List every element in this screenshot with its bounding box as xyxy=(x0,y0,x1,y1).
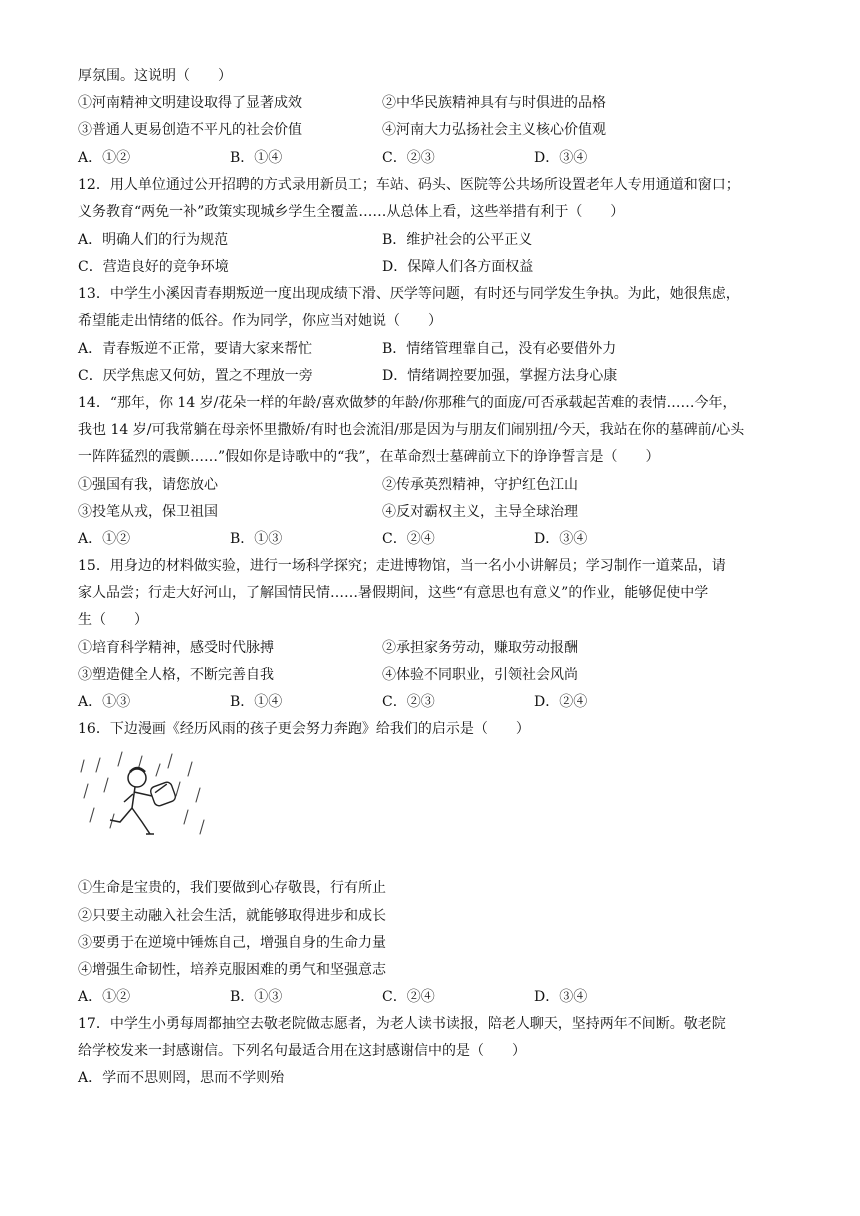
q14-stem-line-1: 14．“那年，你 14 岁/花朵一样的年龄/喜欢做梦的年龄/你那稚气的面庞/可否承载起苦难的表情……今年， xyxy=(78,395,737,411)
q14-option-d: D．③④ xyxy=(534,531,588,547)
q15-statement-2: ②承担家务劳动，赚取劳动报酬 xyxy=(382,640,578,656)
q14-stem-line-2: 我也 14 岁/可我常躺在母亲怀里撒娇/有时也会流泪/那是因为与朋友们闹别扭/今天，我站在你的墓碑前/心头 xyxy=(78,422,745,438)
q15-stem-line-3: 生（ ） xyxy=(78,612,148,628)
q12-option-b: B．维护社会的公平正义 xyxy=(382,232,533,248)
q16-option-a: A．①② xyxy=(78,989,131,1005)
q16-option-d: D．③④ xyxy=(534,989,588,1005)
q17-option-a: A．学而不思则罔，思而不学则殆 xyxy=(78,1070,285,1086)
q11-statement-1: ①河南精神文明建设取得了显著成效 xyxy=(78,95,302,111)
q13-stem-line-1: 13．中学生小溪因青春期叛逆一度出现成绩下滑、厌学等问题，有时还与同学发生争执。为此，她很焦虑， xyxy=(78,286,740,302)
q11-option-a: A．①② xyxy=(78,150,131,166)
school-bag-icon xyxy=(149,781,177,807)
q16-option-b: B．①③ xyxy=(230,989,283,1005)
q14-statement-3: ③投笔从戎，保卫祖国 xyxy=(78,504,218,520)
q15-option-c: C．②③ xyxy=(382,694,435,710)
q11-option-c: C．②③ xyxy=(382,150,435,166)
q17-stem-line-1: 17．中学生小勇每周都抽空去敬老院做志愿者，为老人读书读报，陪老人聊天，坚持两年不间断。敬老院 xyxy=(78,1016,726,1032)
q13-option-a: A．青春叛逆不正常，要请大家来帮忙 xyxy=(78,341,313,357)
q16-statement-1: ①生命是宝贵的，我们要做到心存敬畏，行有所止 xyxy=(78,880,386,896)
q16-statement-2: ②只要主动融入社会生活，就能够取得进步和成长 xyxy=(78,908,386,924)
q11-statement-4: ④河南大力弘扬社会主义核心价值观 xyxy=(382,122,606,138)
q15-statement-4: ④体验不同职业，引领社会风尚 xyxy=(382,667,578,683)
q11-statement-2: ②中华民族精神具有与时俱进的品格 xyxy=(382,95,606,111)
q11-stem-tail: 厚氛围。这说明（ ） xyxy=(78,68,232,84)
q16-statement-3: ③要勇于在逆境中锤炼自己，增强自身的生命力量 xyxy=(78,935,386,951)
q14-option-a: A．①② xyxy=(78,531,131,547)
running-child xyxy=(110,768,154,834)
q12-stem-line-2: 义务教育“两免一补”政策实现城乡学生全覆盖……从总体上看，这些举措有利于（ ） xyxy=(78,204,625,220)
q12-option-a: A．明确人们的行为规范 xyxy=(78,232,229,248)
q13-option-c: C．厌学焦虑又何妨，置之不理放一旁 xyxy=(78,368,313,384)
q14-statement-4: ④反对霸权主义，主导全球治理 xyxy=(382,504,578,520)
q14-option-b: B．①③ xyxy=(230,531,283,547)
q14-stem-line-3: 一阵阵猛烈的震颤……”假如你是诗歌中的“我”，在革命烈士墓碑前立下的诤诤誓言是（ ） xyxy=(78,449,660,465)
q11-statement-3: ③普通人更易创造不平凡的社会价值 xyxy=(78,122,302,138)
q14-statement-2: ②传承英烈精神，守护红色江山 xyxy=(382,477,578,493)
q15-stem-line-2: 家人品尝；行走大好河山，了解国情民情……暑假期间，这些“有意思也有意义”的作业，能够促使中学 xyxy=(78,585,709,601)
q12-option-c: C．营造良好的竞争环境 xyxy=(78,259,229,275)
q11-option-d: D．③④ xyxy=(534,150,588,166)
q15-option-a: A．①③ xyxy=(78,694,131,710)
q13-stem-line-2: 希望能走出情绪的低谷。作为同学，你应当对她说（ ） xyxy=(78,313,442,329)
q16-stem-line-1: 16．下边漫画《经历风雨的孩子更会努力奔跑》给我们的启示是（ ） xyxy=(78,721,530,737)
q15-stem-line-1: 15．用身边的材料做实验，进行一场科学探究；走进博物馆，当一名小小讲解员；学习制作一道菜品，请 xyxy=(78,558,726,574)
q14-statement-1: ①强国有我，请您放心 xyxy=(78,477,218,493)
cartoon-child-running-in-rain xyxy=(80,750,210,845)
q12-option-d: D．保障人们各方面权益 xyxy=(382,259,534,275)
q15-statement-3: ③塑造健全人格，不断完善自我 xyxy=(78,667,274,683)
q17-stem-line-2: 给学校发来一封感谢信。下列名句最适合用在这封感谢信中的是（ ） xyxy=(78,1043,526,1059)
q15-option-d: D．②④ xyxy=(534,694,588,710)
q13-option-d: D．情绪调控要加强，掌握方法身心康 xyxy=(382,368,618,384)
q13-option-b: B．情绪管理靠自己，没有必要借外力 xyxy=(382,341,617,357)
q15-statement-1: ①培育科学精神，感受时代脉搏 xyxy=(78,640,274,656)
q12-stem-line-1: 12．用人单位通过公开招聘的方式录用新员工；车站、码头、医院等公共场所设置老年人专用通道和窗口； xyxy=(78,177,740,193)
q14-option-c: C．②④ xyxy=(382,531,435,547)
q16-statement-4: ④增强生命韧性，培养克服困难的勇气和坚强意志 xyxy=(78,962,386,978)
q11-option-b: B．①④ xyxy=(230,150,283,166)
q16-option-c: C．②④ xyxy=(382,989,435,1005)
q15-option-b: B．①④ xyxy=(230,694,283,710)
